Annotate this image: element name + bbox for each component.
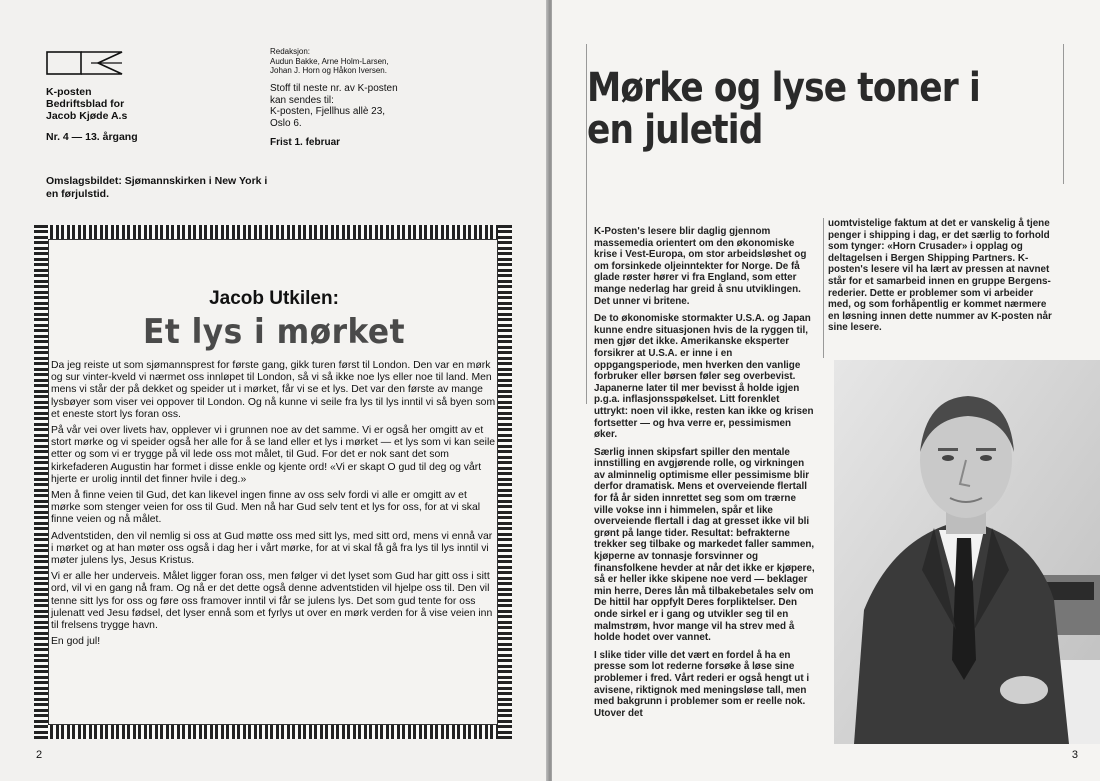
- article-signoff: En god jul!: [51, 636, 101, 648]
- page-number: 2: [36, 749, 43, 761]
- article-paragraph: Men å finne veien til Gud, det kan likevel ingen finne av oss selv fordi vi alle er omgitt av et mørke som stenger veien for oss til Gud. Men nå har Gud selv tent et lys for oss, for at vi skal finne veien og nå målet.: [51, 490, 481, 526]
- masthead: [46, 86, 138, 143]
- page-number: 3: [1071, 749, 1078, 761]
- submission-line: Oslo 6.: [270, 117, 302, 129]
- article-paragraph: På vår vei over livets hav, opplever vi i grunnen noe av det samme. Vi er også her omgitt av et stort mørke og vi speider også her alle for å se land eller et lys i mørket — et lys som vi kan seile etter og som vi er trygge på vil lede oss mot målet, til Gud. For det er nok sant det som kirkefaderen Augustin har formet i disse enkle og kjente ord! «Vi er skapt O gud til deg og vårt hjerte er urolig inntil det finner hvile i deg.»: [51, 425, 496, 485]
- article-paragraph: Vi er alle her underveis. Målet ligger foran oss, men følger vi det lyset som Gud har gitt oss i sitt ord, vil vi en gang nå fram. Og nå er det dette også denne adventstiden vil hjelpe oss til. Den vil tenne sitt lys for oss og føre oss framover inntil vi får se julens lys. Det som gud tente for oss julenatt ved Jesu fødsel, det lyser ennå som et fyrlys ut over en mørk verden for å vise veien inn til frelsens trygge havn.: [51, 571, 493, 632]
- k-posten-logo: [46, 48, 124, 78]
- column-rule: [823, 218, 824, 358]
- article-paragraph: Adventstiden, den vil nemlig si oss at Gud møtte oss med sitt lys, med sitt ord, mens vi ennå var i mørket og at han møter oss også i dag her i vårt mørke, for at vi skal få gå fra lys til lys inntil vi møter julens lys, Jesus Kristus.: [51, 530, 493, 567]
- submission-info: [270, 83, 398, 129]
- column-paragraph: Særlig innen skipsfart spiller den mentale innstilling en avgjørende rolle, og virkningen av alminnelig optimisme eller pessimisme blir derfor dramatisk. Mens et overveiende flertall for få år siden innrettet seg som om trærne ville vokse inn i himmelen, spår et like overveiende flertall i dag at gresset ikke vil bli grønt på lange tider. Resultat: befrakterne trekker seg tilbake og markedet faller sammen, kjøperne av tonnasje forsvinner og finansfolkene hevder at når det ikke er kjøpere, så er heller ikke skipene noe verd — beklager min herre, Deres lån må tilbakebetales selv om De hittil har oppfylt Deres forpliktelser. Den onde sirkel er i gang og utvikler seg til en malmstrøm, hvor mange vil ha strev med å holde hodet over vannet.: [594, 446, 815, 644]
- text-column-1: [594, 226, 816, 725]
- editorial-label: Redaksjon:: [270, 47, 311, 56]
- submission-line: kan sendes til:: [270, 94, 334, 106]
- submission-line: K-posten, Fjellhus allè 23,: [270, 106, 386, 117]
- right-page: [552, 0, 1100, 781]
- text-column-2: [828, 218, 1056, 340]
- article-title: Et lys i mørket: [143, 312, 405, 352]
- article-box: [51, 288, 497, 652]
- column-rule: [1063, 44, 1064, 184]
- editorial-names: Audun Bakke, Arne Holm-Larsen,: [270, 56, 389, 66]
- editorial-staff: [270, 47, 389, 76]
- submission-line: Stoff til neste nr. av K-posten: [270, 83, 398, 94]
- portrait-photo: [834, 360, 1100, 744]
- editorial-names: Johan J. Horn og Håkon Iversen.: [270, 66, 387, 75]
- masthead-line: Jacob Kjøde A.s: [46, 110, 128, 122]
- column-paragraph: uomtvistelige faktum at det er vanskelig å tjene penger i shipping i dag, er det særlig to forhold som tynger: «Horn Crusader» i opplag og deltagelsen i Bergen Shipping Partners. K-posten's lesere vil ha lært av pressen at navnet står for et samarbeid innen en gruppe Bergens-rederier. Dette er problemer som vi arbeider med, og som forhåpentlig er kommet nærmere en løsning innen dette nummer av K-posten når sine lesere.: [828, 218, 1052, 334]
- deadline: Frist 1. februar: [270, 137, 341, 148]
- article-paragraph: Da jeg reiste ut som sjømannsprest for første gang, gikk turen først til London. Den var en mørk og sur vinter-kveld vi nærmet oss innløpet til London, så vi så ikke noe lys eller noe til land. Men mens vi står der på dekket og speider ut i mørket, får vi se et lys. Det var den første av mange lysbøyer som viser vei oppover til London. Og nå kunne vi seile fra lys til lys inntil vi så byen som et eneste stort lys foran oss.: [51, 360, 496, 420]
- issue-number: Nr. 4 — 13. årgang: [46, 131, 138, 143]
- page-headline: Mørke og lyse toner i en juletid: [587, 64, 980, 153]
- masthead-line: K-posten: [46, 86, 92, 98]
- left-page: [0, 0, 548, 781]
- cover-caption: Omslagsbildet: Sjømannskirken i New York i en førjulstid.: [46, 175, 268, 200]
- column-paragraph: K-Posten's lesere blir daglig gjennom massemedia orientert om den økonomiske krise i Vest-Europa, om stor arbeidsløshet og om forsinkede oljeinntekter for Norge. De få glade røster hører vi fra England, som etter mange nederlag har greid å snu utviklingen. Det unner vi britene.: [594, 226, 807, 307]
- masthead-line: Bedriftsblad for: [46, 98, 125, 110]
- column-paragraph: I slike tider ville det vært en fordel å ha en presse som lot rederne forsøke å løse sine problemer i fred. Vårt rederi er også hengt ut i avisene, riktignok med meningsløse tall, men med bakgrunn i problemer som er reelle nok. Utover det: [594, 649, 810, 719]
- article-author: Jacob Utkilen:: [209, 288, 339, 309]
- column-paragraph: De to økonomiske stormakter U.S.A. og Japan kunne endre situasjonen hvis de la ryggen til, men gjør det ikke. Amerikanske eksperter forsikrer at U.S.A. er inne i en oppgangsperiode, men hverken den vanlige forbruker eller børsen føler seg overbevist. Japanerne later til mer bevisst å holde igjen p.g.a. inflasjonsspøkelset. Litt forenklet uttrykt: noen vil ikke, resten kan ikke og krisen fortsetter — og hva verre er, pessimismen øker.: [594, 313, 814, 441]
- frame-border: [34, 225, 48, 739]
- frame-border: [498, 225, 512, 739]
